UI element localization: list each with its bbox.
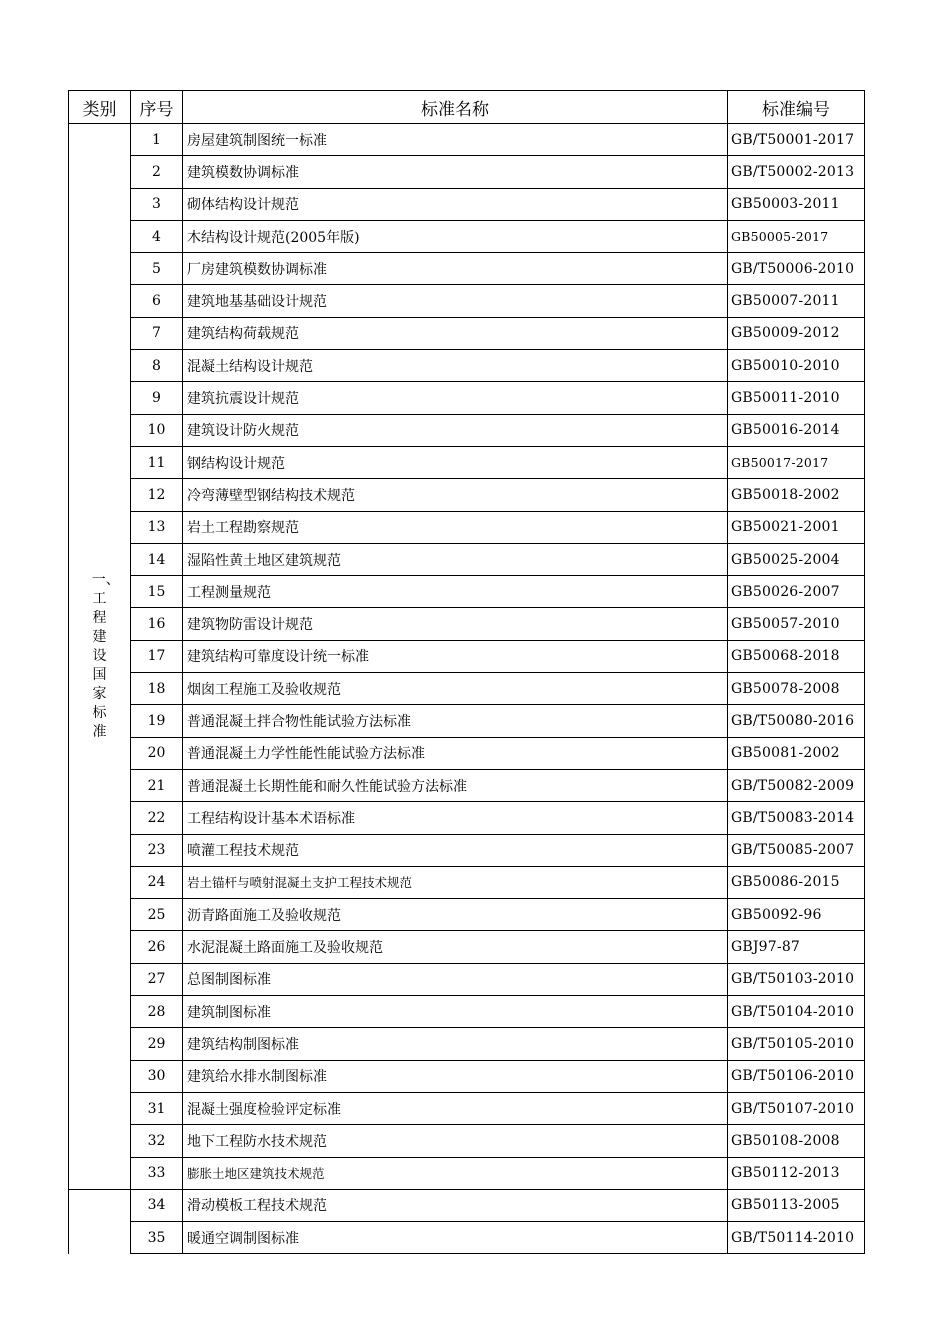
standard-code-cell: GB50092-96 xyxy=(728,899,865,931)
standard-code-cell: GB50068-2018 xyxy=(728,640,865,672)
standard-code-cell: GB50021-2001 xyxy=(728,511,865,543)
standard-name-cell: 烟囱工程施工及验收规范 xyxy=(183,673,728,705)
table-row xyxy=(69,124,865,156)
standard-code-cell: GB/T50107-2010 xyxy=(728,1092,865,1124)
standard-name-cell: 建筑抗震设计规范 xyxy=(183,382,728,414)
standard-code-cell: GB50113-2005 xyxy=(728,1189,865,1221)
standard-name-cell: 建筑物防雷设计规范 xyxy=(183,608,728,640)
seq-cell: 21 xyxy=(131,769,183,801)
standard-name-cell: 普通混凝土力学性能性能试验方法标准 xyxy=(183,737,728,769)
seq-cell: 2 xyxy=(131,156,183,188)
table-row xyxy=(69,899,865,931)
standard-name-cell: 建筑地基基础设计规范 xyxy=(183,285,728,317)
table-row xyxy=(69,576,865,608)
seq-cell: 10 xyxy=(131,414,183,446)
standard-code-cell: GB/T50114-2010 xyxy=(728,1222,865,1254)
standard-code-cell: GB/T50105-2010 xyxy=(728,1028,865,1060)
standard-code-cell: GB50078-2008 xyxy=(728,673,865,705)
standard-name-cell: 喷灌工程技术规范 xyxy=(183,834,728,866)
standard-name-cell: 暖通空调制图标准 xyxy=(183,1222,728,1254)
header-category: 类别 xyxy=(69,91,131,124)
standard-name-cell: 普通混凝土长期性能和耐久性能试验方法标准 xyxy=(183,769,728,801)
standard-code-cell: GB50011-2010 xyxy=(728,382,865,414)
standard-name-cell: 冷弯薄壁型钢结构技术规范 xyxy=(183,479,728,511)
table-row xyxy=(69,705,865,737)
standard-name-cell: 普通混凝土拌合物性能试验方法标准 xyxy=(183,705,728,737)
seq-cell: 28 xyxy=(131,996,183,1028)
seq-cell: 7 xyxy=(131,317,183,349)
standard-name-cell: 建筑结构制图标准 xyxy=(183,1028,728,1060)
header-row xyxy=(69,91,865,124)
standard-code-cell: GB50057-2010 xyxy=(728,608,865,640)
table-row xyxy=(69,640,865,672)
standard-name-cell: 滑动模板工程技术规范 xyxy=(183,1189,728,1221)
standard-name-cell: 建筑设计防火规范 xyxy=(183,414,728,446)
standard-name-cell: 建筑模数协调标准 xyxy=(183,156,728,188)
standard-code-cell: GB50018-2002 xyxy=(728,479,865,511)
seq-cell: 19 xyxy=(131,705,183,737)
seq-cell: 24 xyxy=(131,866,183,898)
seq-cell: 3 xyxy=(131,188,183,220)
seq-cell: 23 xyxy=(131,834,183,866)
standard-name-cell: 工程测量规范 xyxy=(183,576,728,608)
seq-cell: 18 xyxy=(131,673,183,705)
standard-code-cell: GB/T50001-2017 xyxy=(728,124,865,156)
standard-name-cell: 建筑结构荷载规范 xyxy=(183,317,728,349)
seq-cell: 17 xyxy=(131,640,183,672)
table-row xyxy=(69,769,865,801)
seq-cell: 16 xyxy=(131,608,183,640)
seq-cell: 8 xyxy=(131,350,183,382)
standard-name-cell: 沥青路面施工及验收规范 xyxy=(183,899,728,931)
standards-table xyxy=(68,90,865,1254)
table-row xyxy=(69,1125,865,1157)
seq-cell: 15 xyxy=(131,576,183,608)
table-row xyxy=(69,317,865,349)
standard-name-cell: 岩土工程勘察规范 xyxy=(183,511,728,543)
standard-name-cell: 湿陷性黄土地区建筑规范 xyxy=(183,543,728,575)
seq-cell: 26 xyxy=(131,931,183,963)
table-row xyxy=(69,1189,865,1221)
table-row xyxy=(69,156,865,188)
standard-name-cell: 建筑制图标准 xyxy=(183,996,728,1028)
table-row xyxy=(69,414,865,446)
table-row xyxy=(69,1060,865,1092)
seq-cell: 34 xyxy=(131,1189,183,1221)
table-row xyxy=(69,866,865,898)
table-row xyxy=(69,673,865,705)
table-row xyxy=(69,285,865,317)
table-row xyxy=(69,446,865,478)
standard-code-cell: GB/T50085-2007 xyxy=(728,834,865,866)
table-row xyxy=(69,479,865,511)
seq-cell: 6 xyxy=(131,285,183,317)
seq-cell: 9 xyxy=(131,382,183,414)
standard-code-cell: GB50003-2011 xyxy=(728,188,865,220)
seq-cell: 12 xyxy=(131,479,183,511)
standard-code-cell: GB/T50083-2014 xyxy=(728,802,865,834)
standard-code-cell: GB50016-2014 xyxy=(728,414,865,446)
standard-code-cell: GB50009-2012 xyxy=(728,317,865,349)
seq-cell: 32 xyxy=(131,1125,183,1157)
table-row xyxy=(69,1092,865,1124)
category-cell xyxy=(69,124,131,1190)
standard-code-cell: GB/T50106-2010 xyxy=(728,1060,865,1092)
table-row xyxy=(69,1157,865,1189)
standard-code-cell: GB50081-2002 xyxy=(728,737,865,769)
standard-name-cell: 木结构设计规范(2005年版) xyxy=(183,220,728,252)
seq-cell: 30 xyxy=(131,1060,183,1092)
standard-code-cell: GB50108-2008 xyxy=(728,1125,865,1157)
standard-name-cell: 建筑给水排水制图标准 xyxy=(183,1060,728,1092)
header-seq: 序号 xyxy=(131,91,183,124)
seq-cell: 31 xyxy=(131,1092,183,1124)
standard-name-cell: 房屋建筑制图统一标准 xyxy=(183,124,728,156)
seq-cell: 33 xyxy=(131,1157,183,1189)
table-row xyxy=(69,382,865,414)
standard-name-cell: 水泥混凝土路面施工及验收规范 xyxy=(183,931,728,963)
standard-code-cell: GB50005-2017 xyxy=(728,220,865,252)
standard-code-cell: GB/T50103-2010 xyxy=(728,963,865,995)
standard-name-cell: 混凝土结构设计规范 xyxy=(183,350,728,382)
category-cell-next xyxy=(69,1189,131,1254)
standard-name-cell: 岩土锚杆与喷射混凝土支护工程技术规范 xyxy=(183,866,728,898)
table-row xyxy=(69,350,865,382)
table-row xyxy=(69,188,865,220)
standard-code-cell: GBJ97-87 xyxy=(728,931,865,963)
standard-code-cell: GB50025-2004 xyxy=(728,543,865,575)
table-row xyxy=(69,511,865,543)
seq-cell: 5 xyxy=(131,253,183,285)
standard-name-cell: 膨胀土地区建筑技术规范 xyxy=(183,1157,728,1189)
table-row xyxy=(69,608,865,640)
standard-name-cell: 砌体结构设计规范 xyxy=(183,188,728,220)
seq-cell: 14 xyxy=(131,543,183,575)
standard-name-cell: 工程结构设计基本术语标准 xyxy=(183,802,728,834)
seq-cell: 20 xyxy=(131,737,183,769)
header-code: 标准编号 xyxy=(728,91,865,124)
standard-code-cell: GB/T50082-2009 xyxy=(728,769,865,801)
standard-name-cell: 钢结构设计规范 xyxy=(183,446,728,478)
table-row xyxy=(69,963,865,995)
standard-code-cell: GB50010-2010 xyxy=(728,350,865,382)
seq-cell: 25 xyxy=(131,899,183,931)
table-row xyxy=(69,220,865,252)
table-row xyxy=(69,737,865,769)
seq-cell: 22 xyxy=(131,802,183,834)
table-body xyxy=(69,124,865,1254)
table-row xyxy=(69,1222,865,1254)
table-row xyxy=(69,931,865,963)
header-name: 标准名称 xyxy=(183,91,728,124)
standard-code-cell: GB/T50002-2013 xyxy=(728,156,865,188)
standard-name-cell: 地下工程防水技术规范 xyxy=(183,1125,728,1157)
table-row xyxy=(69,996,865,1028)
seq-cell: 13 xyxy=(131,511,183,543)
standard-code-cell: GB/T50006-2010 xyxy=(728,253,865,285)
table-row xyxy=(69,1028,865,1060)
standard-code-cell: GB50007-2011 xyxy=(728,285,865,317)
table-row xyxy=(69,253,865,285)
seq-cell: 4 xyxy=(131,220,183,252)
seq-cell: 27 xyxy=(131,963,183,995)
standard-code-cell: GB50026-2007 xyxy=(728,576,865,608)
seq-cell: 1 xyxy=(131,124,183,156)
standard-code-cell: GB50112-2013 xyxy=(728,1157,865,1189)
seq-cell: 35 xyxy=(131,1222,183,1254)
seq-cell: 29 xyxy=(131,1028,183,1060)
table-row xyxy=(69,834,865,866)
seq-cell: 11 xyxy=(131,446,183,478)
table-row xyxy=(69,802,865,834)
standard-name-cell: 总图制图标准 xyxy=(183,963,728,995)
standard-code-cell: GB/T50104-2010 xyxy=(728,996,865,1028)
standard-code-cell: GB/T50080-2016 xyxy=(728,705,865,737)
standard-name-cell: 建筑结构可靠度设计统一标准 xyxy=(183,640,728,672)
standard-name-cell: 厂房建筑模数协调标准 xyxy=(183,253,728,285)
standard-code-cell: GB50017-2017 xyxy=(728,446,865,478)
table-row xyxy=(69,543,865,575)
standard-name-cell: 混凝土强度检验评定标准 xyxy=(183,1092,728,1124)
standard-code-cell: GB50086-2015 xyxy=(728,866,865,898)
category-label: 一、工程建设国家标准 xyxy=(91,572,120,740)
